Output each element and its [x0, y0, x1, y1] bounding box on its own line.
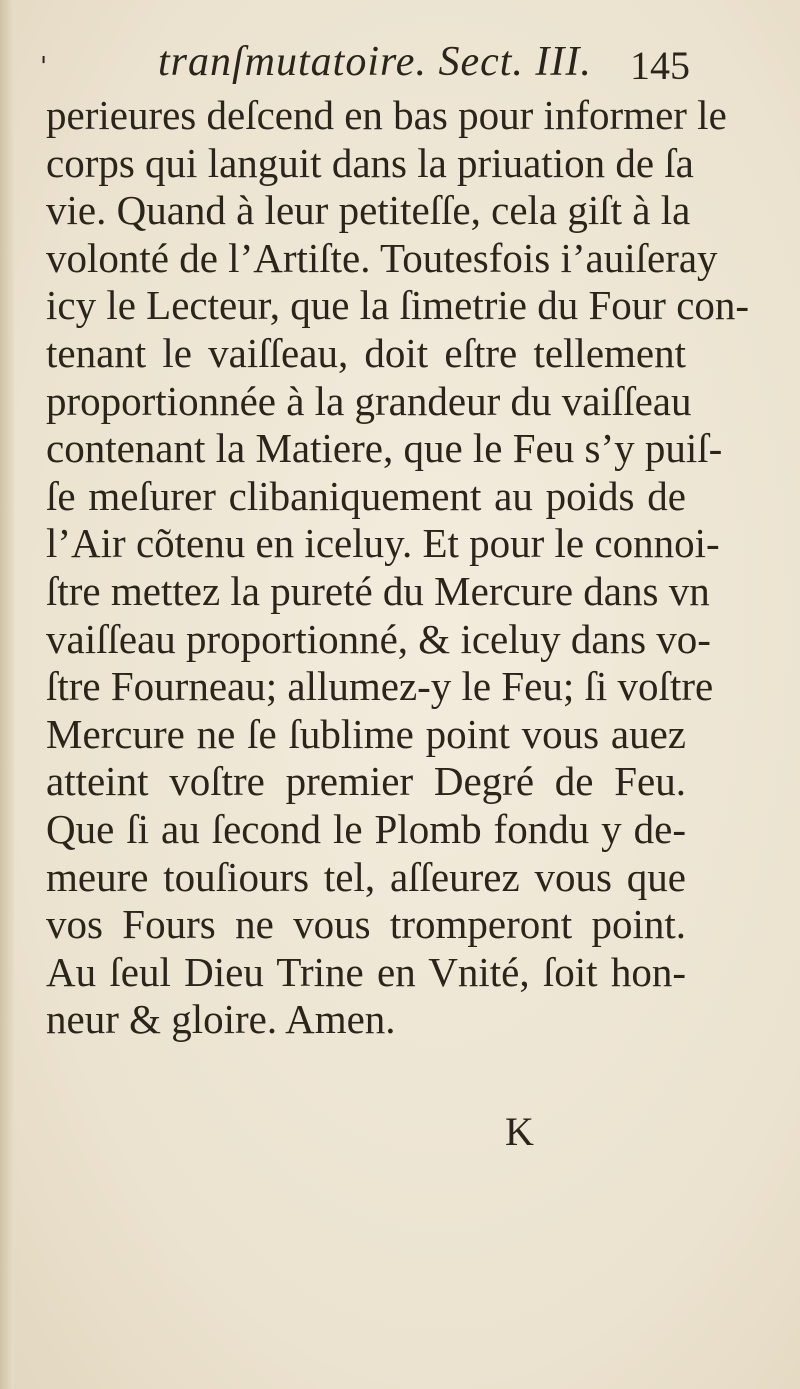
text-line: icy le Lecteur, que la ſimetrie du Four con-	[46, 282, 750, 329]
text-line: Mercure ne ſe ſublime point vous auez	[46, 710, 686, 757]
text-line: perieures deſcend en bas pour informer le	[46, 92, 727, 138]
text-line: vaiſſeau proportionné, & iceluy dans vo-	[46, 615, 711, 662]
header-mark: '	[40, 52, 48, 82]
text-line: Au ſeul Dieu Trine en Vnité, ſoit hon-	[46, 948, 686, 995]
page-number: 145	[630, 43, 690, 88]
signature-mark: K	[505, 1109, 534, 1154]
text-line: proportionnée à la grandeur du vaiſſeau	[46, 377, 692, 424]
text-line: neur & gloire. Amen.	[46, 996, 396, 1043]
body-text	[46, 92, 750, 1044]
running-head	[40, 38, 690, 88]
text-line: l’Air cõtenu en iceluy. Et pour le connoi-	[46, 520, 720, 567]
text-line: ſtre mettez la pureté du Mercure dans vn	[46, 567, 710, 614]
text-line: contenant la Matiere, que le Feu s’y puiſ-	[46, 425, 723, 472]
text-line: vie. Quand à leur petiteſſe, cela giſt à la	[46, 187, 691, 234]
text-line: volonté de l’Artiſte. Toutesfois i’auiſeray	[46, 234, 718, 281]
page-gutter	[0, 0, 14, 1389]
text-line: ſtre Fourneau; allumez-y le Feu; ſi voſtre	[46, 663, 714, 710]
text-line: atteint voſtre premier Degré de Feu.	[46, 758, 686, 805]
text-line: corps qui languit dans la priuation de ſa	[46, 139, 694, 186]
running-head-title: tranſmutatoire. Sect. III.	[158, 39, 592, 85]
text-line: ſe meſurer clibaniquement au poids de	[46, 472, 686, 519]
text-line: meure touſiours tel, aſſeurez vous que	[46, 853, 686, 900]
text-line: tenant le vaiſſeau, doit eſtre tellement	[46, 329, 686, 376]
text-line: Que ſi au ſecond le Plomb fondu y de-	[46, 805, 686, 852]
text-line: vos Fours ne vous tromperont point.	[46, 901, 686, 948]
